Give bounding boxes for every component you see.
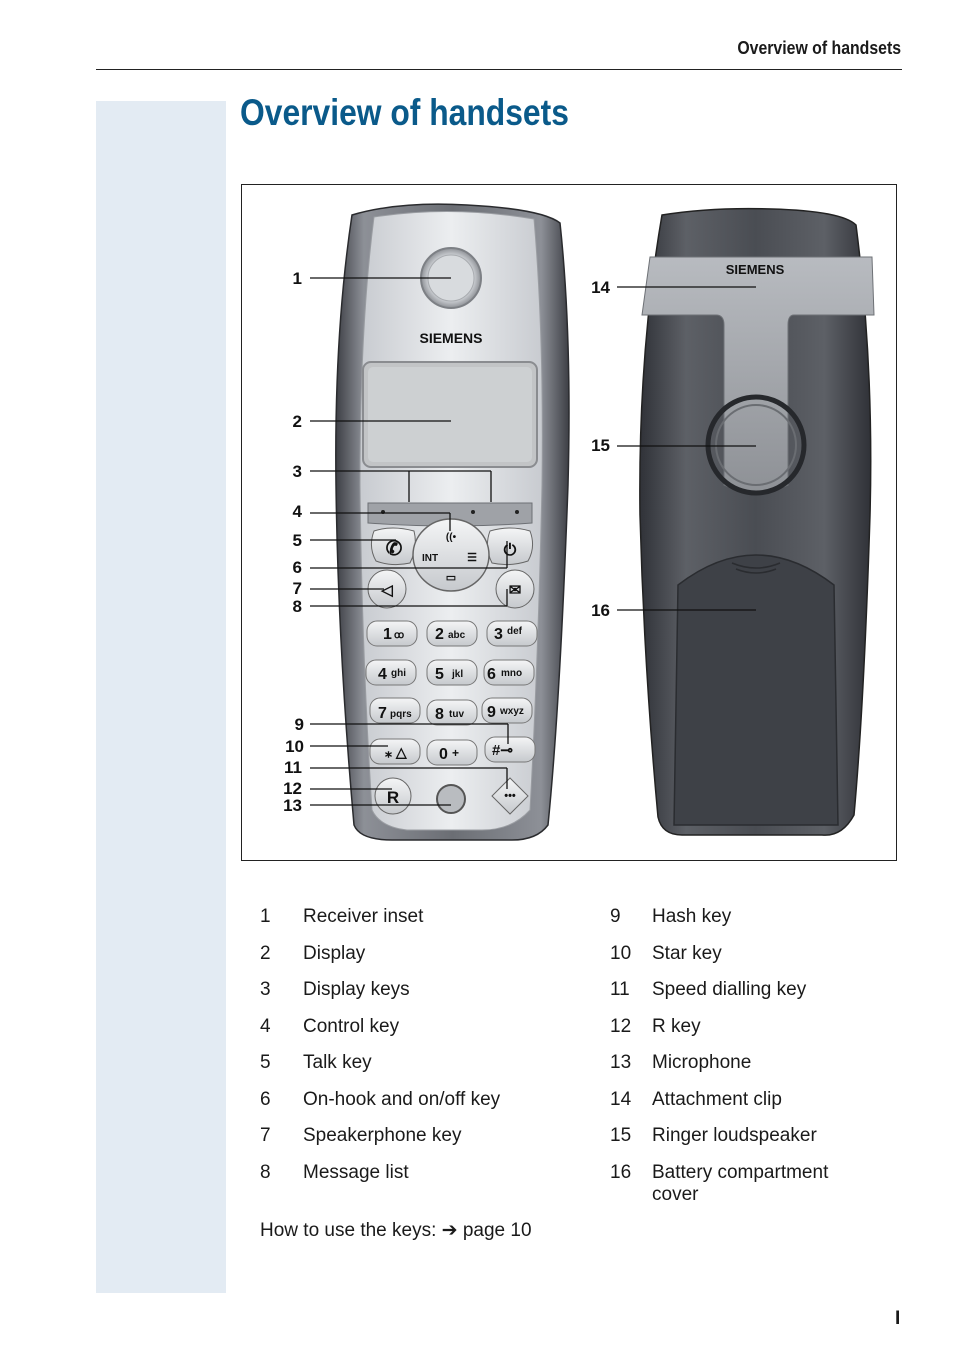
callout-11: 11 bbox=[284, 758, 302, 777]
legend-item bbox=[260, 1125, 580, 1162]
legend-number: 13 bbox=[610, 1052, 632, 1073]
legend-number: 14 bbox=[610, 1088, 632, 1110]
svg-text:9: 9 bbox=[487, 704, 496, 721]
legend-item bbox=[260, 1052, 580, 1089]
legend-label: Display bbox=[303, 942, 366, 964]
legend-number: 2 bbox=[260, 942, 271, 964]
callout-8: 8 bbox=[292, 597, 302, 616]
menu-icon: ☰ bbox=[467, 552, 477, 564]
legend-item bbox=[610, 979, 890, 1016]
legend-number: 7 bbox=[260, 1125, 271, 1146]
speaker-icon: ◁ bbox=[381, 582, 393, 599]
legend-label: Control key bbox=[303, 1015, 400, 1037]
svg-text:+: + bbox=[452, 746, 460, 760]
key-7[interactable] bbox=[370, 698, 420, 723]
legend-number: 11 bbox=[610, 979, 630, 1000]
svg-text:1: 1 bbox=[383, 626, 392, 643]
legend-label: Hash key bbox=[652, 906, 732, 927]
legend-left-column bbox=[260, 906, 580, 1198]
running-header: Overview of handsets bbox=[737, 38, 901, 58]
callout-12: 12 bbox=[283, 779, 302, 798]
legend-item bbox=[610, 1125, 890, 1162]
legend-label: Display keys bbox=[303, 979, 410, 1000]
legend-right-column bbox=[610, 906, 890, 1205]
svg-text:4: 4 bbox=[378, 666, 387, 683]
bell-icon: ⁎ △ bbox=[385, 744, 407, 760]
key-6[interactable] bbox=[484, 660, 534, 685]
legend-item bbox=[260, 1089, 580, 1126]
legend-item bbox=[610, 1016, 890, 1053]
legend-number: 4 bbox=[260, 1015, 271, 1037]
handset-illustration bbox=[242, 185, 898, 862]
battery-cover bbox=[674, 555, 838, 825]
page-number: I bbox=[895, 1308, 901, 1329]
svg-text:0: 0 bbox=[439, 746, 448, 763]
margin-sidebar bbox=[96, 101, 226, 1293]
callout-5: 5 bbox=[292, 531, 302, 550]
legend-number: 8 bbox=[260, 1161, 271, 1183]
callout-2: 2 bbox=[292, 412, 302, 431]
callout-7: 7 bbox=[292, 579, 302, 598]
page-title: Overview of handsets bbox=[240, 92, 569, 133]
callout-16: 16 bbox=[591, 601, 610, 620]
svg-text:7: 7 bbox=[378, 705, 387, 722]
svg-text:wxyz: wxyz bbox=[500, 706, 524, 717]
key-5[interactable] bbox=[427, 660, 477, 685]
legend-number: 15 bbox=[610, 1125, 632, 1146]
callout-10: 10 bbox=[285, 737, 304, 756]
legend-item bbox=[610, 906, 890, 943]
svg-text:mno: mno bbox=[501, 668, 523, 679]
callout-9: 9 bbox=[294, 715, 304, 734]
back-handset bbox=[640, 209, 874, 836]
legend-item bbox=[260, 979, 580, 1016]
legend-label: Microphone bbox=[652, 1052, 752, 1073]
legend-label: Attachment clip bbox=[652, 1088, 782, 1110]
legend-item bbox=[260, 1162, 580, 1199]
key-8[interactable] bbox=[427, 700, 477, 725]
legend-number: 5 bbox=[260, 1052, 271, 1073]
svg-text:8: 8 bbox=[435, 706, 444, 723]
key-2[interactable] bbox=[427, 621, 477, 646]
key-3[interactable] bbox=[487, 621, 537, 646]
key-lock-icon: #⊸ bbox=[492, 742, 513, 759]
microphone bbox=[437, 785, 465, 813]
legend-item bbox=[610, 1052, 890, 1089]
callout-13: 13 bbox=[283, 796, 302, 815]
callout-14: 14 bbox=[591, 278, 610, 297]
phonebook-icon: ▭ bbox=[445, 572, 457, 584]
svg-text:6: 6 bbox=[487, 666, 496, 683]
svg-text:tuv: tuv bbox=[449, 709, 464, 720]
key-1[interactable] bbox=[367, 621, 417, 646]
callout-15: 15 bbox=[591, 436, 610, 455]
svg-text:R: R bbox=[386, 788, 400, 807]
legend-label: Star key bbox=[652, 942, 722, 964]
legend-label: Speed dialling key bbox=[652, 979, 807, 1000]
hash-key[interactable] bbox=[485, 737, 535, 762]
svg-text:pqrs: pqrs bbox=[390, 709, 412, 720]
legend-item bbox=[610, 1089, 890, 1126]
legend-number: 9 bbox=[610, 906, 621, 927]
legend-number: 3 bbox=[260, 979, 271, 1000]
legend-label: Speakerphone key bbox=[303, 1125, 462, 1146]
legend-item bbox=[610, 943, 890, 980]
legend-number: 10 bbox=[610, 942, 632, 964]
key-9[interactable] bbox=[482, 698, 532, 723]
legend-label: R key bbox=[652, 1015, 701, 1037]
svg-text:2: 2 bbox=[435, 626, 444, 643]
callout-1: 1 bbox=[292, 269, 302, 288]
callout-3: 3 bbox=[292, 462, 302, 481]
int-label: INT bbox=[421, 553, 439, 564]
svg-text:ghi: ghi bbox=[391, 668, 406, 679]
legend-item bbox=[610, 1161, 890, 1205]
speed-dial-icon: ••• bbox=[504, 790, 516, 802]
front-handset bbox=[336, 204, 569, 840]
callout-6: 6 bbox=[292, 558, 302, 577]
svg-text:def: def bbox=[507, 626, 522, 637]
callout-4: 4 bbox=[292, 502, 302, 521]
legend-label: Message list bbox=[303, 1161, 409, 1183]
star-key[interactable] bbox=[370, 739, 420, 764]
legend-number: 1 bbox=[260, 906, 271, 927]
legend-label: Ringer loudspeaker bbox=[652, 1125, 817, 1146]
legend-item bbox=[260, 906, 580, 943]
legend-label: On-hook and on/off key bbox=[303, 1088, 501, 1110]
svg-text:5: 5 bbox=[435, 666, 444, 683]
legend-number: 16 bbox=[610, 1161, 632, 1183]
svg-text:ꝏ: ꝏ bbox=[394, 630, 405, 641]
front-brand-logo: SIEMENS bbox=[419, 330, 483, 346]
svg-text:jkl: jkl bbox=[452, 669, 464, 680]
legend-number: 6 bbox=[260, 1088, 271, 1110]
legend-item bbox=[260, 943, 580, 980]
key-4[interactable] bbox=[366, 660, 416, 685]
back-brand-logo: SIEMENS bbox=[725, 262, 785, 277]
keys-reference-note: How to use the keys: ➔ page 10 bbox=[260, 1220, 532, 1241]
legend-label: Battery compartment cover bbox=[652, 1161, 829, 1205]
header-rule bbox=[96, 69, 902, 70]
legend-item bbox=[260, 1016, 580, 1053]
handsfree-icon: ((• bbox=[445, 532, 457, 543]
svg-text:3: 3 bbox=[494, 626, 503, 643]
key-0[interactable] bbox=[427, 740, 477, 765]
legend-label: Talk key bbox=[303, 1052, 372, 1073]
svg-text:abc: abc bbox=[448, 630, 466, 641]
power-icon: ⏻ bbox=[503, 542, 517, 559]
legend-label: Receiver inset bbox=[303, 906, 424, 927]
legend-number: 12 bbox=[610, 1015, 632, 1037]
envelope-icon: ✉ bbox=[508, 582, 522, 599]
handset-figure bbox=[241, 184, 897, 861]
phone-icon: ✆ bbox=[385, 538, 403, 560]
